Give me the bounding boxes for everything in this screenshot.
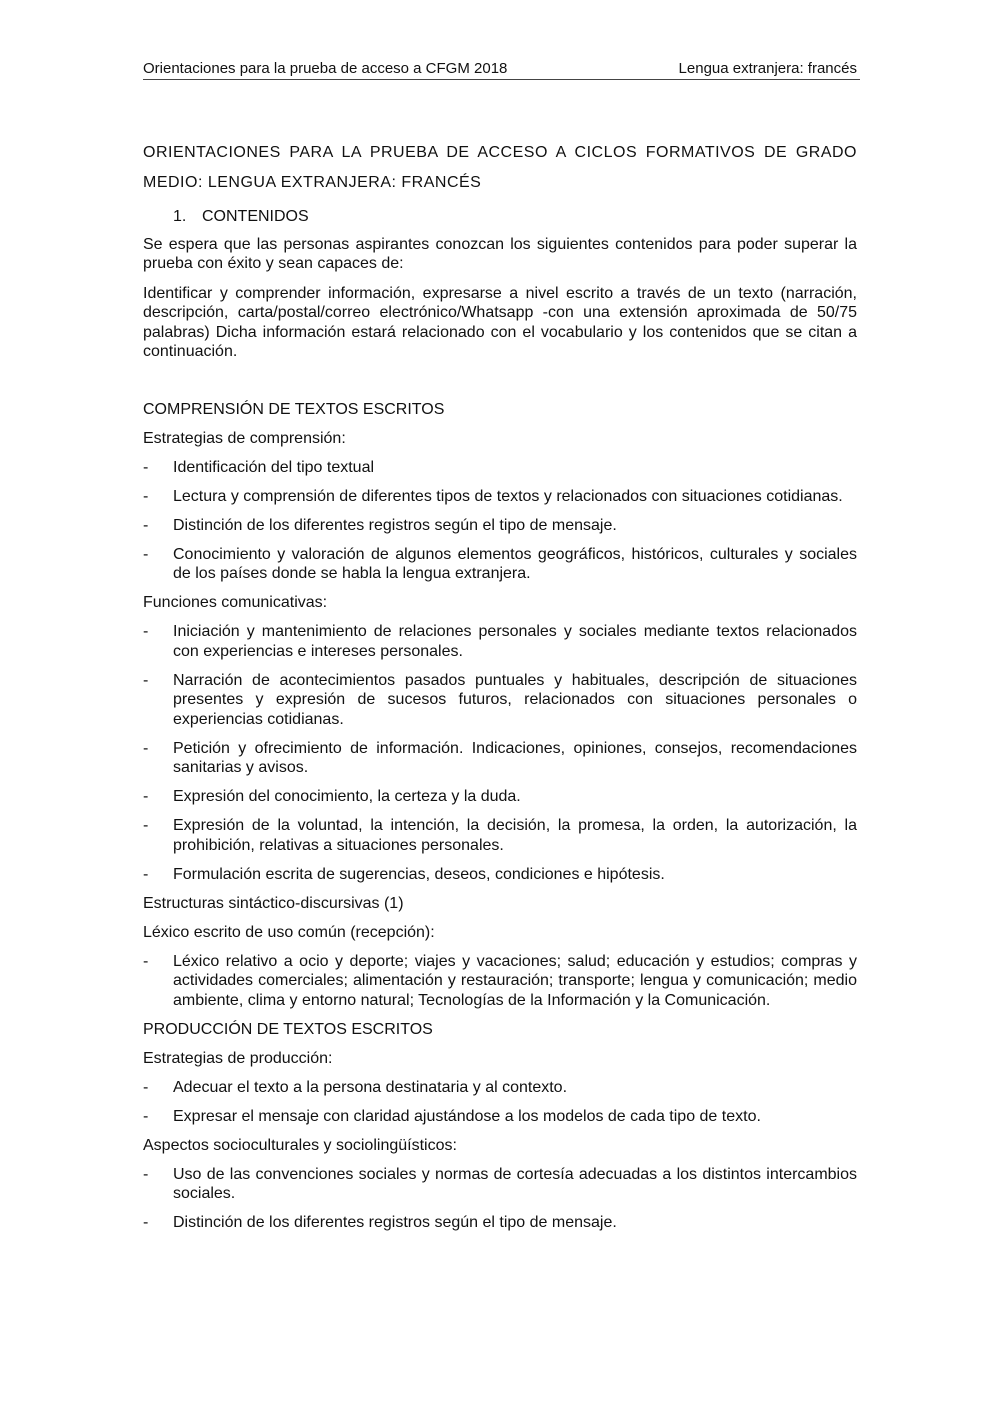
list-item: - Expresar el mensaje con claridad ajustándose a los modelos de cada tipo de texto.	[143, 1107, 761, 1125]
dash-bullet: -	[143, 516, 149, 534]
estrategias-produccion-list	[143, 1078, 857, 1127]
dash-bullet: -	[143, 458, 149, 476]
aspectos-list	[143, 1165, 857, 1233]
list-item: - Petición y ofrecimiento de información. Indicaciones, opiniones, consejos, recomendaciones sanitarias y avisos.	[143, 739, 857, 776]
funciones-list	[143, 622, 857, 884]
dash-bullet: -	[143, 739, 149, 757]
intro-paragraph-2: Identificar y comprender información, expresarse a nivel escrito a través de un texto (narración, descripción, carta/postal/correo electrónico/Whatsapp -con una extensión aproximada de 50/75 palabras) Dicha información estará relacionado con el vocabulario y los contenidos que se citan a continuación.	[143, 284, 857, 360]
dash-bullet: -	[143, 1165, 149, 1183]
lexico-list	[143, 952, 857, 1011]
document-body	[143, 138, 857, 1233]
list-item: - Distinción de los diferentes registros según el tipo de mensaje.	[143, 1214, 617, 1231]
list-item: - Adecuar el texto a la persona destinataria y al contexto.	[143, 1078, 568, 1096]
dash-bullet: -	[143, 1214, 149, 1231]
dash-bullet: -	[143, 545, 149, 563]
dash-bullet: -	[143, 487, 149, 505]
list-item: - Formulación escrita de sugerencias, deseos, condiciones e hipótesis.	[143, 865, 665, 883]
header-document-title: Orientaciones para la prueba de acceso a CFGM 2018	[143, 60, 508, 77]
estrategias-comprension-label: Estrategias de comprensión:	[143, 429, 346, 447]
list-item: - Léxico relativo a ocio y deporte; viajes y vacaciones; salud; educación y estudios; compras y actividades comerciales; alimentación y restauración; transporte; lengua y comunicación; medio ambiente, clima y entorno natural; Tecnologías de la Información y la Comunicación.	[143, 952, 857, 1009]
dash-bullet: -	[143, 788, 149, 805]
header-subject: Lengua extranjera: francés	[678, 60, 857, 77]
page-header	[143, 60, 860, 80]
list-item: - Iniciación y mantenimiento de relaciones personales y sociales mediante textos relacionados con experiencias e intereses personales.	[143, 623, 857, 660]
list-item: - Lectura y comprensión de diferentes tipos de textos y relacionados con situaciones cotidianas.	[143, 487, 843, 505]
section-number: 1.	[173, 208, 187, 225]
estructuras-label: Estructuras sintáctico-discursivas (1)	[143, 894, 404, 912]
estrategias-produccion-label: Estrategias de producción:	[143, 1049, 333, 1067]
aspectos-label: Aspectos socioculturales y sociolingüísticos:	[143, 1136, 457, 1154]
list-item: - Uso de las convenciones sociales y normas de cortesía adecuadas a los distintos intercambios sociales.	[143, 1165, 857, 1202]
dash-bullet: -	[143, 623, 149, 640]
page-title: ORIENTACIONES PARA LA PRUEBA DE ACCESO A CICLOS FORMATIVOS DE GRADO MEDIO: LENGUA EXTRANJERA: FRANCÉS	[143, 144, 857, 191]
list-item: - Conocimiento y valoración de algunos elementos geográficos, históricos, culturales y sociales de los países donde se habla la lengua extranjera.	[143, 545, 857, 582]
list-item: - Distinción de los diferentes registros según el tipo de mensaje.	[143, 516, 617, 534]
dash-bullet: -	[143, 1078, 149, 1096]
lexico-label: Léxico escrito de uso común (recepción):	[143, 923, 435, 941]
dash-bullet: -	[143, 1107, 149, 1125]
intro-paragraph-1: Se espera que las personas aspirantes conozcan los siguientes contenidos para poder superar la prueba con éxito y sean capaces de:	[143, 235, 857, 272]
list-item: - Expresión de la voluntad, la intención, la decisión, la promesa, la orden, la autorización, la prohibición, relativas a situaciones personales.	[143, 817, 857, 854]
funciones-label: Funciones comunicativas:	[143, 594, 328, 611]
dash-bullet: -	[143, 865, 149, 883]
section-heading-contenidos	[173, 207, 857, 227]
list-item: - Identificación del tipo textual	[143, 458, 375, 476]
dash-bullet: -	[143, 817, 149, 834]
produccion-heading: PRODUCCIÓN DE TEXTOS ESCRITOS	[143, 1020, 433, 1038]
list-item: - Expresión del conocimiento, la certeza y la duda.	[143, 788, 521, 805]
comprension-heading: COMPRENSIÓN DE TEXTOS ESCRITOS	[143, 400, 445, 418]
estrategias-comprension-list	[143, 458, 857, 584]
dash-bullet: -	[143, 952, 149, 970]
section-label: CONTENIDOS	[202, 208, 309, 225]
list-item: - Narración de acontecimientos pasados puntuales y habituales, descripción de situaciones presentes y expresión de sucesos futuros, relacionados con situaciones personales o experiencias cotidianas.	[143, 671, 857, 728]
dash-bullet: -	[143, 671, 149, 689]
